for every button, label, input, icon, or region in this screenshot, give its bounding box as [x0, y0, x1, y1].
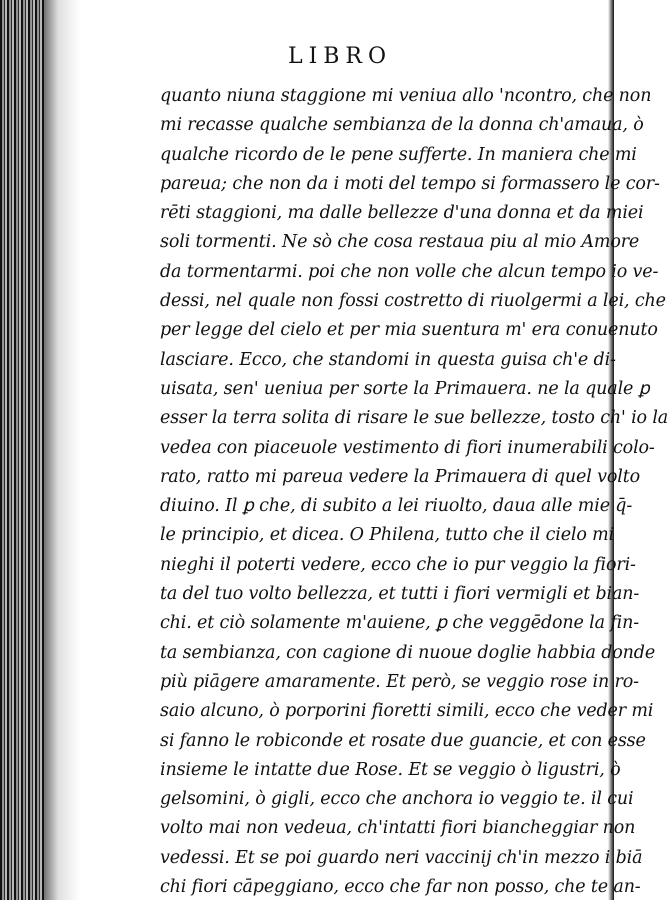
text-line: rēti staggioni, ma dalle bellezze d'una donna et da miei — [160, 203, 644, 224]
text-block — [160, 82, 668, 902]
text-line: chi. et ciò solamente m'auiene, ꝑ che veggēdone la fin- — [160, 613, 639, 634]
text-line: ta del tuo volto bellezza, et tutti i fiori vermigli et bian- — [160, 584, 640, 605]
gutter-shadow — [44, 0, 80, 900]
text-line: insieme le intatte due Rose. Et se veggio ò ligustri, ò — [160, 759, 621, 780]
text-line: nieghi il poterti vedere, ecco che io pur veggio la fiori- — [160, 554, 636, 575]
text-line: soli tormenti. Ne sò che cosa restaua piu al mio Amore — [160, 232, 640, 253]
text-line: mi recasse qualche sembianza de la donna ch'amaua, ò — [160, 115, 644, 136]
book-page — [80, 0, 668, 900]
text-line: si fanno le robiconde et rosate due guancie, et con esse — [160, 730, 646, 751]
text-line: più piāgere amaramente. Et però, se veggio rose in ro- — [160, 671, 639, 692]
text-line: per legge del cielo et per mia suentura m' era conuenuto — [160, 320, 658, 341]
text-line: rato, ratto mi pareua vedere la Primauera di quel volto — [160, 466, 640, 487]
text-line: chi fiori cāpeggiano, ecco che far non posso, che te an- — [160, 877, 641, 898]
text-line: uisata, sen' ueniua per sorte la Primauera. ne la quale ꝑ — [160, 378, 650, 399]
text-line: le principio, et dicea. O Philena, tutto che il cielo mi — [160, 525, 615, 546]
text-line: saio alcuno, ò porporini fioretti simili, ecco che veder mi — [160, 701, 654, 722]
text-line: quanto niuna staggione mi veniua allo 'ncontro, che non — [160, 86, 652, 106]
running-head: LIBRO — [287, 44, 393, 69]
text-line: qualche ricordo de le pene sufferte. In maniera che mi — [160, 144, 637, 165]
text-line: vedea con piaceuole vestimento di fiori inumerabili colo- — [160, 437, 655, 458]
text-line: gelsomini, ò gigli, ecco che anchora io veggio te. il cui — [160, 789, 634, 810]
text-line: dessi, nel quale non fossi costretto di riuolgermi a lei, che — [160, 291, 666, 312]
text-line: diuino. Il ꝑ che, di subito a lei riuolto, daua alle mie q̄- — [160, 496, 633, 517]
text-line: da tormentarmi. poi che non volle che alcun tempo io ve- — [160, 261, 659, 282]
text-line: pareua; che non da i moti del tempo si formassero le cor- — [160, 173, 660, 194]
text-line: lasciare. Ecco, che standomi in questa guisa ch'e di- — [160, 349, 616, 370]
text-line: ta sembianza, con cagione di nuoue doglie habbia donde — [160, 642, 656, 663]
text-line: vedessi. Et se poi guardo neri vaccinij ch'in mezzo i biā — [160, 847, 643, 868]
text-line: volto mai non vedeua, ch'intatti fiori biancheggiar non — [160, 818, 636, 839]
text-line: esser la terra solita di risare le sue bellezze, tosto ch' io la — [160, 408, 668, 429]
book-page-edges — [0, 0, 44, 900]
